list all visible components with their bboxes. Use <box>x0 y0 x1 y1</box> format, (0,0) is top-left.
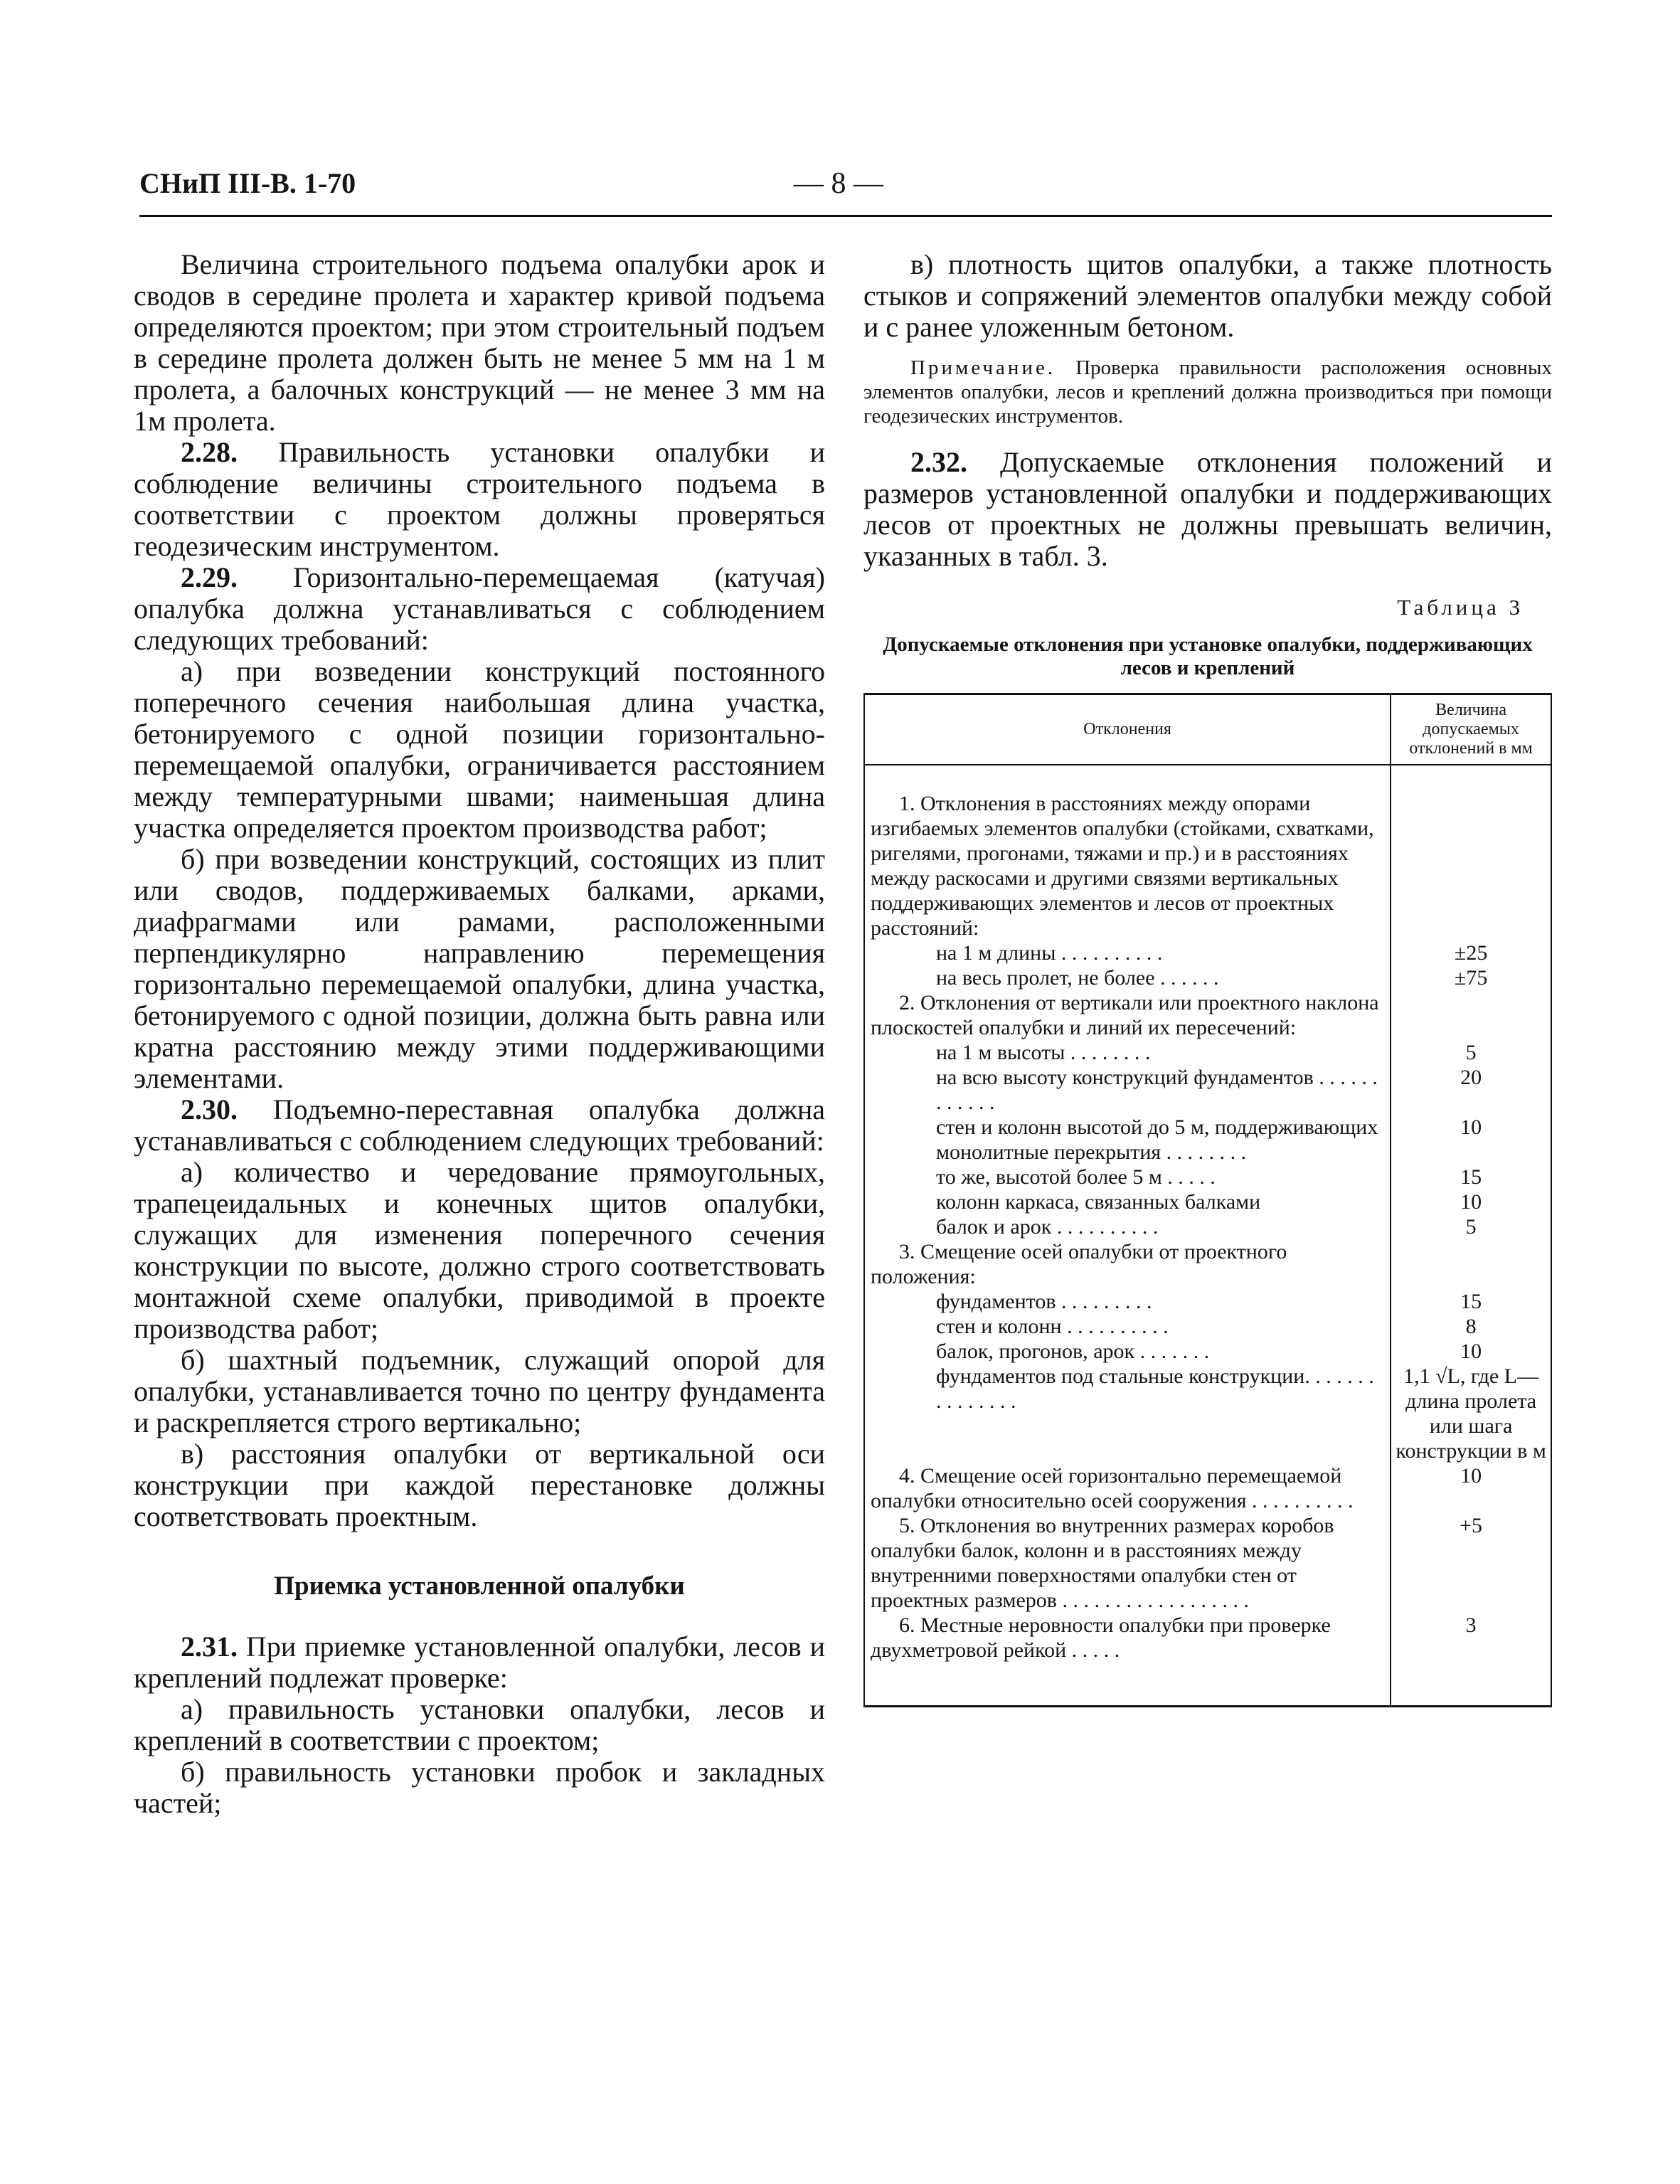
row-label: то же, высотой более 5 м . . . . . <box>936 1165 1216 1189</box>
clause-2-28 <box>134 437 825 562</box>
table-row <box>864 1040 1551 1065</box>
clause-number: 2.29. <box>181 561 238 593</box>
row-label: фундаментов . . . . . . . . . <box>936 1290 1152 1313</box>
row-label: 4. Смещение осей горизонтально перемещаемой опалубки относительно осей сооружения . . . . . . . . . . <box>871 1464 1354 1512</box>
table-row <box>864 1613 1551 1707</box>
row-value: 8 <box>1391 1314 1551 1339</box>
clause-2-31-b: б) правильность установки пробок и закладных частей; <box>134 1756 825 1819</box>
document-code: СНиП III-В. 1-70 <box>139 167 356 199</box>
column-header-value: Величина допускаемых отклонений в мм <box>1391 694 1551 765</box>
paragraph-camber: Величина строительного подъема опалубки арок и сводов в середине пролета и характер кривой подъема определяются проектом; при этом строительный подъем в середине пролета должен быть не менее 5 мм на 1 м пролета, а балочных конструкций — не менее 3 мм на 1м пролета. <box>134 248 825 437</box>
row-value <box>1391 990 1551 1040</box>
row-value: 10 <box>1391 1189 1551 1214</box>
row-label: на всю высоту конструкций фундаментов . . . . . . . . . . . . <box>936 1066 1378 1114</box>
column-header-deviations: Отклонения <box>864 694 1391 765</box>
row-label: 3. Смещение осей опалубки от проектного положения: <box>871 1240 1287 1288</box>
note <box>863 356 1552 428</box>
table-row <box>864 1289 1551 1314</box>
row-value: 5 <box>1391 1040 1551 1065</box>
left-column <box>134 249 825 1819</box>
note-label: Примечание. <box>910 356 1056 379</box>
clause-2-29-a: а) при возведении конструкций постоянного поперечного сечения наибольшая длина участка, бетонируемого с одной позиции горизонтально-перемещаемой опалубки, ограничивается расстоянием между температурными швами; наименьшая длина участка определяется проектом производства работ; <box>134 655 825 844</box>
row-value: 15 <box>1391 1165 1551 1189</box>
clause-number: 2.28. <box>181 436 238 468</box>
clause-2-32 <box>863 447 1552 572</box>
row-value: 3 <box>1391 1613 1551 1707</box>
clause-2-29 <box>134 562 825 656</box>
table-title: Допускаемые отклонения при установке опалубки, поддерживающих лесов и креплений <box>883 633 1533 679</box>
clause-2-30-c: в) расстояния опалубки от вертикальной оси конструкции при каждой перестановке должны соответствовать проектным. <box>134 1438 825 1532</box>
row-label: 6. Местные неровности опалубки при проверке двухметровой рейкой . . . . . <box>864 1613 1391 1707</box>
clause-text: Правильность установки опалубки и соблюдение величины строительного подъема в соответствии с проектом должны проверяться геодезическим инструментом. <box>134 436 825 562</box>
clause-text: Горизонтально-перемещаемая (катучая) опалубка должна устанавливаться с соблюдением следующих требований: <box>134 561 825 656</box>
row-value <box>1391 765 1551 940</box>
clause-2-30 <box>134 1094 825 1157</box>
row-value: 5 <box>1391 1214 1551 1239</box>
row-value: 10 <box>1391 1115 1551 1165</box>
row-label: 1. Отклонения в расстояниях между опорами изгибаемых элементов опалубки (стойками, схватками, ригелями, прогонами, тяжами и пр.) и в расстояниях между раскосами и другими связями вертикальных поддерживающих элементов и лесов от проектных расстояний: <box>871 792 1374 940</box>
row-label: стен и колонн высотой до 5 м, поддерживающих монолитные перекрытия . . . . . . . . <box>936 1115 1378 1164</box>
table-row <box>864 990 1551 1040</box>
row-label: на весь пролет, не более . . . . . . <box>936 966 1219 990</box>
row-value: 15 <box>1391 1289 1551 1314</box>
table-row <box>864 1214 1551 1239</box>
row-value: ±25 <box>1391 940 1551 965</box>
clause-2-31-a: а) правильность установки опалубки, лесов и креплений в соответствии с проектом; <box>134 1693 825 1756</box>
clause-text: При приемке установленной опалубки, лесов и креплений подлежат проверке: <box>134 1631 825 1694</box>
row-label: балок, прогонов, арок . . . . . . . <box>936 1340 1210 1363</box>
row-label: стен и колонн . . . . . . . . . . <box>936 1315 1169 1338</box>
table-row <box>864 1189 1551 1214</box>
row-value: +5 <box>1391 1513 1551 1613</box>
row-value: ±75 <box>1391 965 1551 990</box>
header-rule <box>139 215 1552 217</box>
clause-2-30-a: а) количество и чередование прямоугольных, трапецеидальных и конечных щитов опалубки, служащих для изменения поперечного сечения конструкции по высоте, должно строго соответствовать монтажной схеме опалубки, приводимой в проекте производства работ; <box>134 1156 825 1345</box>
clause-number: 2.32. <box>910 446 967 478</box>
row-label: колонн каркаса, связанных балками <box>936 1190 1261 1214</box>
clause-2-31 <box>134 1631 825 1694</box>
clause-2-31-c: в) плотность щитов опалубки, а также плотность стыков и сопряжений элементов опалубки между собой и с ранее уложенным бетоном. <box>863 248 1552 343</box>
note-text: Проверка правильности расположения основных элементов опалубки, лесов и креплений должна производиться при помощи геодезических инструментов. <box>863 356 1552 428</box>
row-value: 10 <box>1391 1463 1551 1513</box>
clause-2-29-b: б) при возведении конструкций, состоящих из плит или сводов, поддерживаемых балками, арками, диафрагмами или рамами, расположенными перпендикулярно направлению перемещения горизонтально перемещаемой опалубки, длина участка, бетонируемого с одной позиции, должна быть равна или кратна расстоянию между этими поддерживающими элементами. <box>134 843 825 1094</box>
page-number: — 8 — <box>794 167 883 200</box>
row-value: 1,1 √L, где L— длина пролета или шага конструкции в м <box>1391 1364 1551 1463</box>
row-label: на 1 м длины . . . . . . . . . . <box>936 941 1163 965</box>
row-value: 10 <box>1391 1339 1551 1364</box>
table-row <box>864 1165 1551 1189</box>
clause-number: 2.30. <box>181 1093 238 1125</box>
page-header <box>139 166 1552 212</box>
table-row <box>864 1115 1551 1165</box>
clause-text: Подъемно-переставная опалубка должна устанавливаться с соблюдением следующих требований: <box>134 1093 825 1157</box>
table-row <box>864 1364 1551 1463</box>
right-column <box>863 249 1552 1707</box>
row-value: 20 <box>1391 1065 1551 1115</box>
clause-number: 2.31. <box>181 1631 238 1663</box>
table-row <box>864 1239 1551 1289</box>
table-row <box>864 1513 1551 1613</box>
table-row <box>864 940 1551 965</box>
table-row <box>864 1463 1551 1513</box>
deviations-table <box>863 693 1552 1707</box>
row-value <box>1391 1239 1551 1289</box>
clause-2-30-b: б) шахтный подъемник, служащий опорой для опалубки, устанавливается точно по центру фундамента и раскрепляется строго вертикально; <box>134 1344 825 1438</box>
table-header-row <box>864 694 1551 765</box>
row-label: 5. Отклонения во внутренних размерах коробов опалубки балок, колонн и в расстояниях между внутренними поверхностями опалубки стен от проектных размеров . . . . . . . . . . . . . . . . . . <box>871 1514 1334 1612</box>
table-row <box>864 1314 1551 1339</box>
clause-text: Допускаемые отклонения положений и размеров установленной опалубки и поддерживающих лесов от проектных не должны превышать величин, указанных в табл. 3. <box>863 446 1552 572</box>
row-label: балок и арок . . . . . . . . . . <box>936 1215 1159 1239</box>
row-label: на 1 м высоты . . . . . . . . <box>936 1041 1151 1064</box>
table-row <box>864 965 1551 990</box>
table-row <box>864 1065 1551 1115</box>
table-row <box>864 1339 1551 1364</box>
table-row <box>864 765 1551 940</box>
section-heading: Приемка установленной опалубки <box>274 1571 685 1601</box>
table-number: Таблица 3 <box>1397 595 1524 620</box>
row-label: 2. Отклонения от вертикали или проектного наклона плоскостей опалубки и линий их пересечений: <box>871 991 1379 1039</box>
row-label: фундаментов под стальные конструкции. . . . . . . . . . . . . . . <box>936 1364 1374 1413</box>
